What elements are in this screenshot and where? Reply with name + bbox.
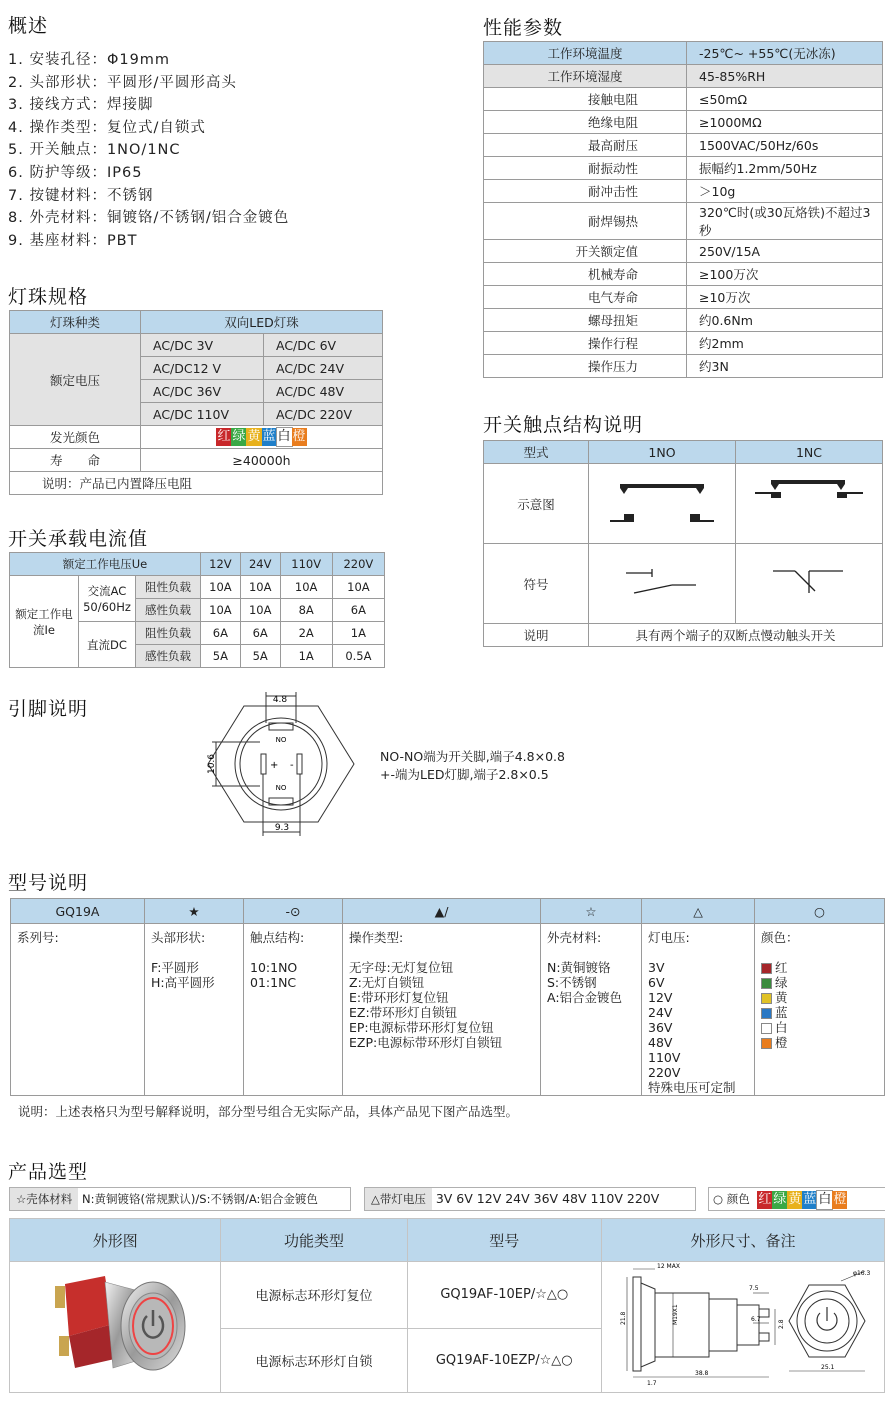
performance-row xyxy=(484,134,883,157)
model-head: △ xyxy=(642,899,755,924)
color-chip-1: 绿 xyxy=(232,429,246,444)
current-volt: 12V xyxy=(201,553,241,576)
current-cell: 8A xyxy=(280,599,332,622)
performance-value: 45-85%RH xyxy=(687,65,883,88)
model-color-label: 绿 xyxy=(775,975,788,990)
performance-value: ＞10g xyxy=(687,180,883,203)
model-color-label: 白 xyxy=(775,1020,788,1035)
chip-colors xyxy=(757,1192,847,1206)
color-chip-5: 橙 xyxy=(292,429,306,444)
model-line: 24V xyxy=(648,1005,673,1020)
model-line: EP:电源标带环形灯复位钮 xyxy=(349,1020,494,1035)
model-head: ○ xyxy=(755,899,885,924)
dim-text: 6.7 xyxy=(751,1316,761,1323)
model-line: 10:1NO xyxy=(250,960,298,975)
performance-value: -25℃~ +55℃(无冰冻) xyxy=(687,42,883,65)
overview-item: 2. 头部形状：平圆形/平圆形高头 xyxy=(8,74,237,91)
model-head: ▲/ xyxy=(343,899,541,924)
performance-value: 振幅约1.2mm/50Hz xyxy=(687,157,883,180)
led-note: 说明：产品已内置降压电阻 xyxy=(10,472,383,495)
performance-value: ≤50mΩ xyxy=(687,88,883,111)
led-voltage-cell: AC/DC 3V xyxy=(141,334,264,357)
selection-head: 外形尺寸、备注 xyxy=(602,1219,885,1262)
model-color-label: 蓝 xyxy=(775,1005,788,1020)
current-cell: 10A xyxy=(332,576,384,599)
performance-key: 开关额定值 xyxy=(484,240,687,263)
model-housing-cell xyxy=(541,924,642,1096)
dim-text: 7.5 xyxy=(749,1285,759,1292)
selection-func: 电源标志环形灯自锁 xyxy=(221,1328,407,1393)
model-color-label: 红 xyxy=(775,960,788,975)
pin-height-dim: 10.6 xyxy=(207,753,217,775)
led-voltage-cell: AC/DC 110V xyxy=(141,403,264,426)
current-volt: 24V xyxy=(240,553,280,576)
current-cell: 5A xyxy=(240,645,280,668)
contact-nc-header: 1NC xyxy=(736,441,883,464)
contact-title: 开关触点结构说明 xyxy=(483,414,644,436)
current-res-label: 阻性负载 xyxy=(136,576,201,599)
performance-key: 电气寿命 xyxy=(484,286,687,309)
no-switch-symbol xyxy=(622,567,702,597)
model-line: S:不锈钢 xyxy=(547,975,597,990)
pins-line: +-端为LED灯脚,端子2.8×0.5 xyxy=(380,767,549,782)
pin-no-label: NO xyxy=(275,784,287,792)
led-kind-header: 双向LED灯珠 xyxy=(141,311,383,334)
performance-row xyxy=(484,111,883,134)
model-series-label: 系列号: xyxy=(17,930,59,945)
performance-table xyxy=(483,41,883,378)
model-color-row xyxy=(761,990,878,1005)
model-color-title: 颜色： xyxy=(761,930,799,945)
model-line: 触点结构: xyxy=(250,930,305,945)
led-voltage-cell: AC/DC 24V xyxy=(264,357,383,380)
current-cell: 10A xyxy=(240,599,280,622)
overview-item: 5. 开关触点：1NO/1NC xyxy=(8,142,181,159)
performance-key: 工作环境湿度 xyxy=(484,65,687,88)
dimension-drawing xyxy=(603,1263,883,1387)
chip-label: ○ 颜色 xyxy=(713,1192,750,1206)
performance-row xyxy=(484,42,883,65)
performance-value: ≥10万次 xyxy=(687,286,883,309)
performance-key: 耐振动性 xyxy=(484,157,687,180)
color-swatch xyxy=(761,978,772,989)
dim-text: 1.7 xyxy=(647,1380,657,1387)
color-chip-0: 红 xyxy=(217,429,231,444)
plus-sign: + xyxy=(270,760,279,771)
nc-symbol xyxy=(736,544,883,624)
led-voltage-cell: AC/DC 48V xyxy=(264,380,383,403)
led-color-label: 发光颜色 xyxy=(10,426,141,449)
model-line xyxy=(349,945,534,960)
model-color-row xyxy=(761,1035,878,1050)
selection-table xyxy=(9,1218,885,1393)
model-line: EZP:电源标带环形灯自锁钮 xyxy=(349,1035,503,1050)
current-cell: 6A xyxy=(332,599,384,622)
performance-value: 约2mm xyxy=(687,332,883,355)
performance-row xyxy=(484,309,883,332)
model-color-label: 橙 xyxy=(775,1035,788,1050)
performance-row xyxy=(484,332,883,355)
performance-row xyxy=(484,203,883,240)
current-cell: 10A xyxy=(280,576,332,599)
model-line: A:铝合金镀色 xyxy=(547,990,623,1005)
performance-title: 性能参数 xyxy=(483,17,564,39)
dimension-drawing-cell xyxy=(602,1262,885,1393)
dim-text: 38.8 xyxy=(695,1370,709,1377)
model-line: 无字母:无灯复位钮 xyxy=(349,960,454,975)
model-line: 12V xyxy=(648,990,673,1005)
pin-layout-drawing xyxy=(196,688,366,840)
model-operation-cell xyxy=(343,924,541,1096)
selection-head: 型号 xyxy=(407,1219,601,1262)
model-line: 特殊电压可定制 xyxy=(648,1080,736,1095)
current-ac-label: 交流AC 50/60Hz xyxy=(79,576,136,622)
model-contact-cell xyxy=(244,924,343,1096)
model-line xyxy=(151,945,237,960)
model-color-cell xyxy=(755,924,885,1096)
model-line: 灯电压: xyxy=(648,930,690,945)
performance-value: 约0.6Nm xyxy=(687,309,883,332)
dim-text: φ16.3 xyxy=(853,1270,871,1277)
chip-label: △带灯电压 xyxy=(365,1188,432,1210)
performance-value: 250V/15A xyxy=(687,240,883,263)
model-line: 220V xyxy=(648,1065,681,1080)
nc-switch-symbol xyxy=(769,567,849,597)
no-symbol xyxy=(589,544,736,624)
overview-item: 7. 按键材料：不锈钢 xyxy=(8,187,154,204)
color-chip-4: 白 xyxy=(818,1192,832,1207)
performance-value: ≥1000MΩ xyxy=(687,111,883,134)
performance-row xyxy=(484,180,883,203)
contact-note: 具有两个端子的双断点慢动触头开关 xyxy=(589,624,883,647)
current-dc-label: 直流DC xyxy=(79,622,136,668)
current-cell: 1A xyxy=(280,645,332,668)
current-cell: 10A xyxy=(201,599,241,622)
performance-key: 耐焊锡热 xyxy=(484,203,687,240)
model-line: 110V xyxy=(648,1050,681,1065)
model-table xyxy=(10,898,885,1096)
current-volt: 220V xyxy=(332,553,384,576)
contact-note-label: 说明 xyxy=(484,624,589,647)
model-line xyxy=(648,945,748,960)
current-cell: 1A xyxy=(332,622,384,645)
contact-table xyxy=(483,440,883,647)
dim-text: 2.8 xyxy=(778,1319,785,1329)
model-head: ★ xyxy=(145,899,244,924)
current-cell: 5A xyxy=(201,645,241,668)
model-voltage-cell xyxy=(642,924,755,1096)
model-note: 说明：上述表格只为型号解释说明，部分型号组合无实际产品，具体产品见下图产品选型。 xyxy=(18,1104,519,1119)
model-line: 头部形状: xyxy=(151,930,206,945)
performance-key: 操作行程 xyxy=(484,332,687,355)
performance-row xyxy=(484,65,883,88)
performance-key: 螺母扭矩 xyxy=(484,309,687,332)
chip-label: ☆壳体材料 xyxy=(10,1188,78,1210)
pin-width-dim: 4.8 xyxy=(272,695,288,705)
overview-item: 3. 接线方式：焊接脚 xyxy=(8,97,154,114)
model-line: EZ:带环形灯自锁钮 xyxy=(349,1005,458,1020)
pins-description xyxy=(380,748,565,784)
nc-contact-diagram xyxy=(749,466,869,538)
current-cell: 10A xyxy=(201,576,241,599)
performance-row xyxy=(484,355,883,378)
selection-head: 功能类型 xyxy=(221,1219,407,1262)
led-table xyxy=(9,310,383,495)
performance-row xyxy=(484,88,883,111)
performance-value: 1500VAC/50Hz/60s xyxy=(687,134,883,157)
model-color-row xyxy=(761,1005,878,1020)
performance-row xyxy=(484,240,883,263)
led-type-header: 灯珠种类 xyxy=(10,311,141,334)
performance-key: 工作环境温度 xyxy=(484,42,687,65)
model-line: 36V xyxy=(648,1020,673,1035)
current-cell: 2A xyxy=(280,622,332,645)
led-voltage-cell: AC/DC 220V xyxy=(264,403,383,426)
performance-value: 320℃时(或30瓦烙铁)不超过3秒 xyxy=(687,203,883,240)
contact-symbol-label: 符号 xyxy=(484,544,589,624)
performance-key: 耐冲击性 xyxy=(484,180,687,203)
housing-material-chip xyxy=(9,1187,351,1211)
model-line: Z:无灯自锁钮 xyxy=(349,975,425,990)
selection-model: GQ19AF-10EP/☆△○ xyxy=(407,1262,601,1329)
no-contact-diagram xyxy=(602,466,722,538)
current-rated-label: 额定工作电流Ie xyxy=(10,576,79,668)
overview-item: 6. 防护等级：IP65 xyxy=(8,164,143,181)
color-chip-0: 红 xyxy=(758,1192,772,1207)
selection-head: 外形图 xyxy=(10,1219,221,1262)
color-chip-3: 蓝 xyxy=(803,1192,817,1207)
performance-key: 操作压力 xyxy=(484,355,687,378)
overview-title: 概述 xyxy=(8,15,49,37)
led-voltage-cell: AC/DC 36V xyxy=(141,380,264,403)
model-line xyxy=(547,945,635,960)
model-line: N:黄铜镀铬 xyxy=(547,960,611,975)
model-head: GQ19A xyxy=(11,899,145,924)
pins-title: 引脚说明 xyxy=(8,698,89,720)
model-line xyxy=(250,945,336,960)
model-line: E:带环形灯复位钮 xyxy=(349,990,449,1005)
led-title: 灯珠规格 xyxy=(8,286,89,308)
color-swatch xyxy=(761,1008,772,1019)
performance-row xyxy=(484,157,883,180)
model-line: F:平圆形 xyxy=(151,960,199,975)
color-swatch xyxy=(761,993,772,1004)
led-color-chips xyxy=(141,426,383,449)
model-head-shape-cell xyxy=(145,924,244,1096)
selection-model: GQ19AF-10EZP/☆△○ xyxy=(407,1328,601,1393)
minus-sign: - xyxy=(290,760,294,771)
model-head: ☆ xyxy=(541,899,642,924)
led-voltage-label: 额定电压 xyxy=(10,334,141,426)
chip-text: N:黄铜镀铬(常规默认)/S:不锈钢/A:铝合金镀色 xyxy=(81,1192,318,1206)
color-chip-1: 绿 xyxy=(773,1192,787,1207)
model-line: 3V xyxy=(648,960,665,975)
model-line: 操作类型: xyxy=(349,930,404,945)
led-life-value: ≥40000h xyxy=(141,449,383,472)
pin-no-label: NO xyxy=(275,736,287,744)
overview-item: 4. 操作类型：复位式/自锁式 xyxy=(8,119,206,136)
model-color-row xyxy=(761,960,878,975)
performance-row xyxy=(484,286,883,309)
color-chip-4: 白 xyxy=(277,429,291,444)
current-volt: 110V xyxy=(280,553,332,576)
contact-diagram-label: 示意图 xyxy=(484,464,589,544)
model-head: -⊙ xyxy=(244,899,343,924)
current-cell: 10A xyxy=(240,576,280,599)
current-ind-label: 感性负载 xyxy=(136,599,201,622)
led-voltage-chip xyxy=(364,1187,696,1211)
dim-text: 25.1 xyxy=(821,1364,835,1371)
overview-item: 9. 基座材料：PBT xyxy=(8,232,138,249)
color-chip-5: 橙 xyxy=(833,1192,847,1207)
performance-row xyxy=(484,263,883,286)
product-image-cell xyxy=(10,1262,221,1393)
current-title: 开关承载电流值 xyxy=(8,528,149,550)
contact-type-header: 型式 xyxy=(484,441,589,464)
model-line: 外壳材料: xyxy=(547,930,602,945)
color-chip-2: 黄 xyxy=(788,1192,802,1207)
product-photo xyxy=(35,1266,195,1384)
selection-title: 产品选型 xyxy=(8,1161,89,1183)
current-res-label: 阻性负载 xyxy=(136,622,201,645)
led-voltage-cell: AC/DC12 V xyxy=(141,357,264,380)
no-diagram xyxy=(589,464,736,544)
chip-text: 3V 6V 12V 24V 36V 48V 110V 220V xyxy=(435,1191,660,1206)
overview-item: 8. 外壳材料：铜镀铬/不锈钢/铝合金镀色 xyxy=(8,210,290,227)
current-table xyxy=(9,552,385,668)
overview-item: 1. 安装孔径：Φ19mm xyxy=(8,52,171,68)
current-cell: 6A xyxy=(240,622,280,645)
dim-text: 21.8 xyxy=(620,1311,627,1325)
nc-diagram xyxy=(736,464,883,544)
led-voltage-cell: AC/DC 6V xyxy=(264,334,383,357)
performance-key: 机械寿命 xyxy=(484,263,687,286)
color-swatch xyxy=(761,1038,772,1049)
model-line: 6V xyxy=(648,975,665,990)
performance-value: ≥100万次 xyxy=(687,263,883,286)
current-ind-label: 感性负载 xyxy=(136,645,201,668)
color-swatch xyxy=(761,963,772,974)
color-chip xyxy=(708,1187,885,1211)
selection-func: 电源标志环形灯复位 xyxy=(221,1262,407,1329)
dim-text: M19X1 xyxy=(672,1304,679,1325)
overview-list xyxy=(8,49,289,252)
color-swatch xyxy=(761,1023,772,1034)
model-series-cell xyxy=(11,924,145,1096)
model-line: 01:1NC xyxy=(250,975,297,990)
performance-key: 接触电阻 xyxy=(484,88,687,111)
pin-bottom-dim: 9.3 xyxy=(274,823,290,833)
dim-text: 12 MAX xyxy=(657,1263,680,1270)
color-chip-3: 蓝 xyxy=(262,429,276,444)
model-color-label: 黄 xyxy=(775,990,788,1005)
color-chip-2: 黄 xyxy=(247,429,261,444)
performance-key: 绝缘电阻 xyxy=(484,111,687,134)
model-line: 48V xyxy=(648,1035,673,1050)
current-header: 额定工作电压Ue xyxy=(10,553,201,576)
contact-no-header: 1NO xyxy=(589,441,736,464)
model-color-row xyxy=(761,1020,878,1035)
performance-value: 约3N xyxy=(687,355,883,378)
model-line: H:高平圆形 xyxy=(151,975,215,990)
pins-line: NO-NO端为开关脚,端子4.8×0.8 xyxy=(380,749,565,764)
current-cell: 6A xyxy=(201,622,241,645)
model-color-row xyxy=(761,975,878,990)
performance-key: 最高耐压 xyxy=(484,134,687,157)
current-cell: 0.5A xyxy=(332,645,384,668)
model-title: 型号说明 xyxy=(8,872,89,894)
led-life-label: 寿 命 xyxy=(10,449,141,472)
